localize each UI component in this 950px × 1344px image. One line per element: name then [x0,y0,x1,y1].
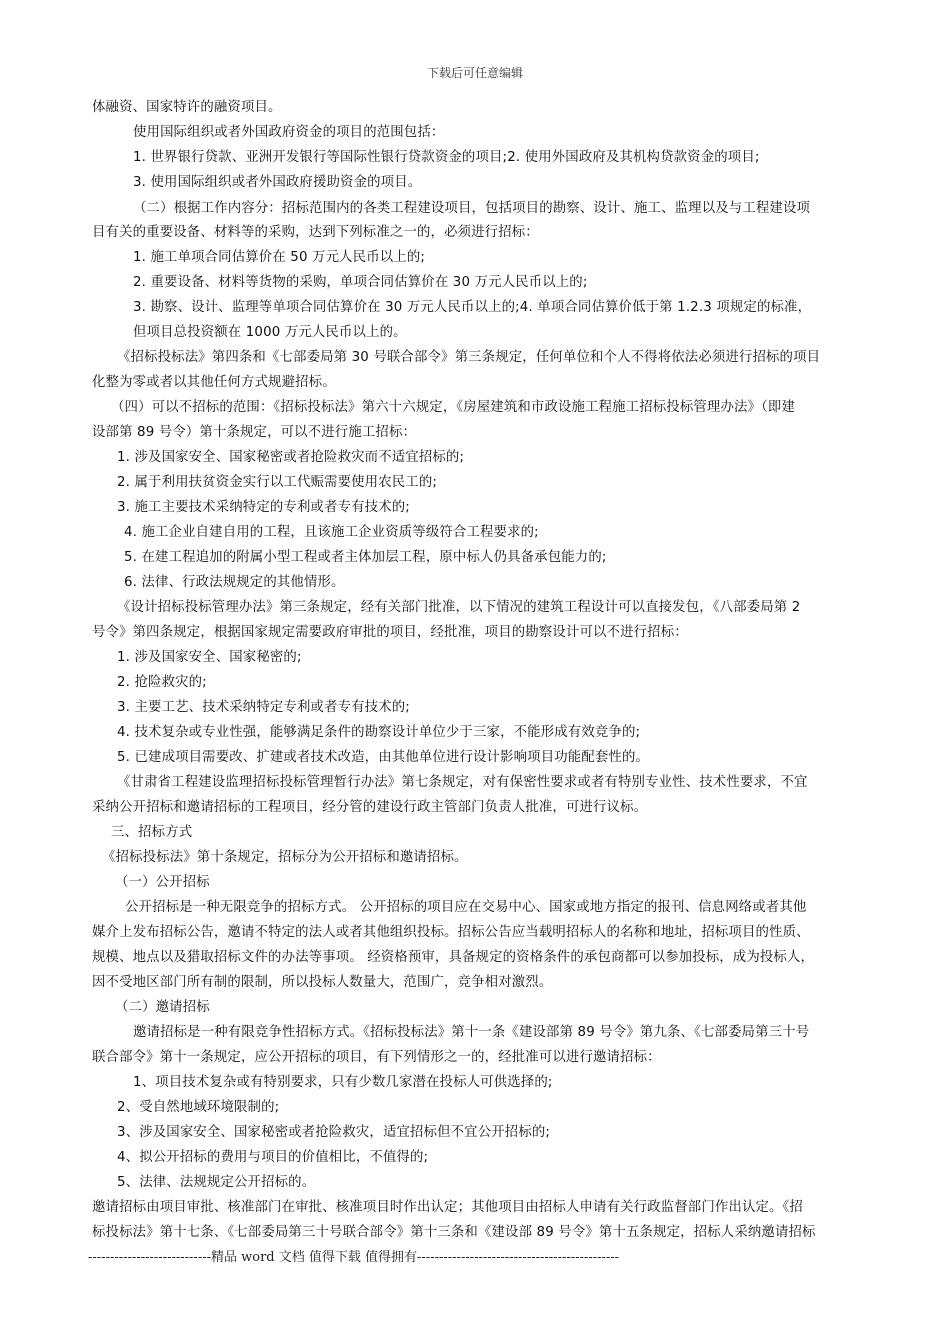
list-item: 4. 技术复杂或专业性强，能够满足条件的勘察设计单位少于三家，不能形成有效竞争的; [117,725,641,740]
list-item: 2、受自然地域环境限制的; [117,1100,280,1115]
text-line: 采纳公开招标和邀请招标的工程项目，经分管的建设行政主管部门负责人批准，可进行议标。 [92,800,648,815]
text-line: 使用国际组织或者外国政府资金的项目的范围包括： [133,125,445,140]
list-item: 3. 使用国际组织或者外国政府援助资金的项目。 [133,175,422,190]
text-line: 联合部令》第十一条规定，应公开招标的项目，有下列情形之一的，经批准可以进行邀请招标： [92,1050,661,1065]
page-header: 下载后可任意编辑 [426,66,523,80]
list-item: 1. 涉及国家安全、国家秘密或者抢险救灾而不适宜招标的; [117,450,465,465]
list-item: 5、法律、法规规定公开招标的。 [117,1175,316,1190]
page-footer: ----------------------------精品 word 文档 值得下载 值得拥有---------------------------------------------- [88,1250,620,1265]
text-line: 公开招标是一种无限竞争的招标方式。 公开招标的项目应在交易中心、国家或地方指定的报刊、信息网络或者其他 [125,900,807,915]
list-item: 1. 施工单项合同估算价在 50 万元人民币以上的; [133,250,426,265]
list-item: 5. 已建成项目需要改、扩建或者技术改造，由其他单位进行设计影响项目功能配套性的。 [117,750,650,765]
list-item: 3、涉及国家安全、国家秘密或者抢险救灾，适宜招标但不宜公开招标的; [117,1125,551,1140]
text-line: 体融资、国家特许的融资项目。 [92,100,282,115]
text-line: 邀请招标由项目审批、核准部门在审批、核准项目时作出认定；其他项目由招标人申请有关行政监督部门作出认定。《招 [92,1200,803,1215]
text-line: 规模、地点以及猎取招标文件的办法等事项。 经资格预审，具备规定的资格条件的承包商都可以参加投标，成为投标人， [92,950,815,965]
section-heading: （一）公开招标 [115,875,210,890]
text-line: （二）根据工作内容分：招标范围内的各类工程建设项目，包括项目的勘察、设计、施工、监理以及与工程建设项 [133,201,811,216]
text-line: 《招标投标法》第十条规定，招标分为公开招标和邀请招标。 [102,850,468,865]
list-item: 6. 法律、行政法规规定的其他情形。 [124,575,345,590]
list-item: 4、拟公开招标的费用与项目的价值相比，不值得的; [117,1150,429,1165]
text-line: 邀请招标是一种有限竞争性招标方式。《招标投标法》第十一条《建设部第 89 号令》第九条、《七部委局第三十号 [133,1025,810,1040]
list-item: 4. 施工企业自建自用的工程，且该施工企业资质等级符合工程要求的; [124,525,539,540]
section-heading: 三、招标方式 [111,825,193,840]
list-item: 2. 重要设备、材料等货物的采购，单项合同估算价在 30 万元人民币以上的; [133,275,588,290]
text-line: 目有关的重要设备、材料等的采购，达到下列标准之一的，必须进行招标： [92,225,539,240]
text-line: 因不受地区部门所有制的限制，所以投标人数量大，范围广，竞争相对激烈。 [92,975,553,990]
list-item: 3. 施工主要技术采纳特定的专利或者专有技术的; [117,500,410,515]
section-heading: （二）邀请招标 [115,1000,210,1015]
list-item: 3. 主要工艺、技术采纳特定专利或者专有技术的; [117,700,410,715]
text-line: 化整为零或者以其他任何方式规避招标。 [92,375,336,390]
text-line: 《设计招标投标管理办法》第三条规定，经有关部门批准，以下情况的建筑工程设计可以直接发包，《八部委局第 2 [117,600,801,615]
text-line: 号令》第四条规定，根据国家规定需要政府审批的项目，经批准，项目的勘察设计可以不进行招标： [92,625,688,640]
list-item: 1、项目技术复杂或有特别要求，只有少数几家潜在投标人可供选择的; [133,1075,553,1090]
text-line: 媒介上发布招标公告，邀请不特定的法人或者其他组织投标。招标公告应当载明招标人的名称和地址，招标项目的性质、 [92,925,810,940]
text-line: 《甘肃省工程建设监理招标投标管理暂行办法》第七条规定，对有保密性要求或者有特别专业性、技术性要求，不宜 [117,775,808,790]
text-line: 《招标投标法》第四条和《七部委局第 30 号联合部令》第三条规定，任何单位和个人不得将依法必须进行招标的项目 [117,350,821,365]
list-item: 1. 世界银行贷款、亚洲开发银行等国际性银行贷款资金的项目;2. 使用外国政府及其机构贷款资金的项目; [133,150,760,165]
list-item: 3. 勘察、设计、监理等单项合同估算价在 30 万元人民币以上的;4. 单项合同估算价低于第 1.2.3 项规定的标准， [133,300,812,315]
list-item: 1. 涉及国家安全、国家秘密的; [117,650,302,665]
list-item: 但项目总投资额在 1000 万元人民币以上的。 [133,325,407,340]
list-item: 2. 属于利用扶贫资金实行以工代赈需要使用农民工的; [117,475,438,490]
section-heading: （四）可以不招标的范围：《招标投标法》第六十六规定，《房屋建筑和市政设施工程施工招标投标管理办法》（即建 [111,400,796,415]
text-line: 设部第 89 号令）第十条规定，可以不进行施工招标： [92,425,417,440]
list-item: 5. 在建工程追加的附属小型工程或者主体加层工程，原中标人仍具备承包能力的; [124,550,607,565]
list-item: 2. 抢险救灾的; [117,675,207,690]
text-line: 标投标法》第十七条、《七部委局第三十号联合部令》第十三条和《建设部 89 号令》第十五条规定，招标人采纳邀请招标 [92,1225,816,1240]
